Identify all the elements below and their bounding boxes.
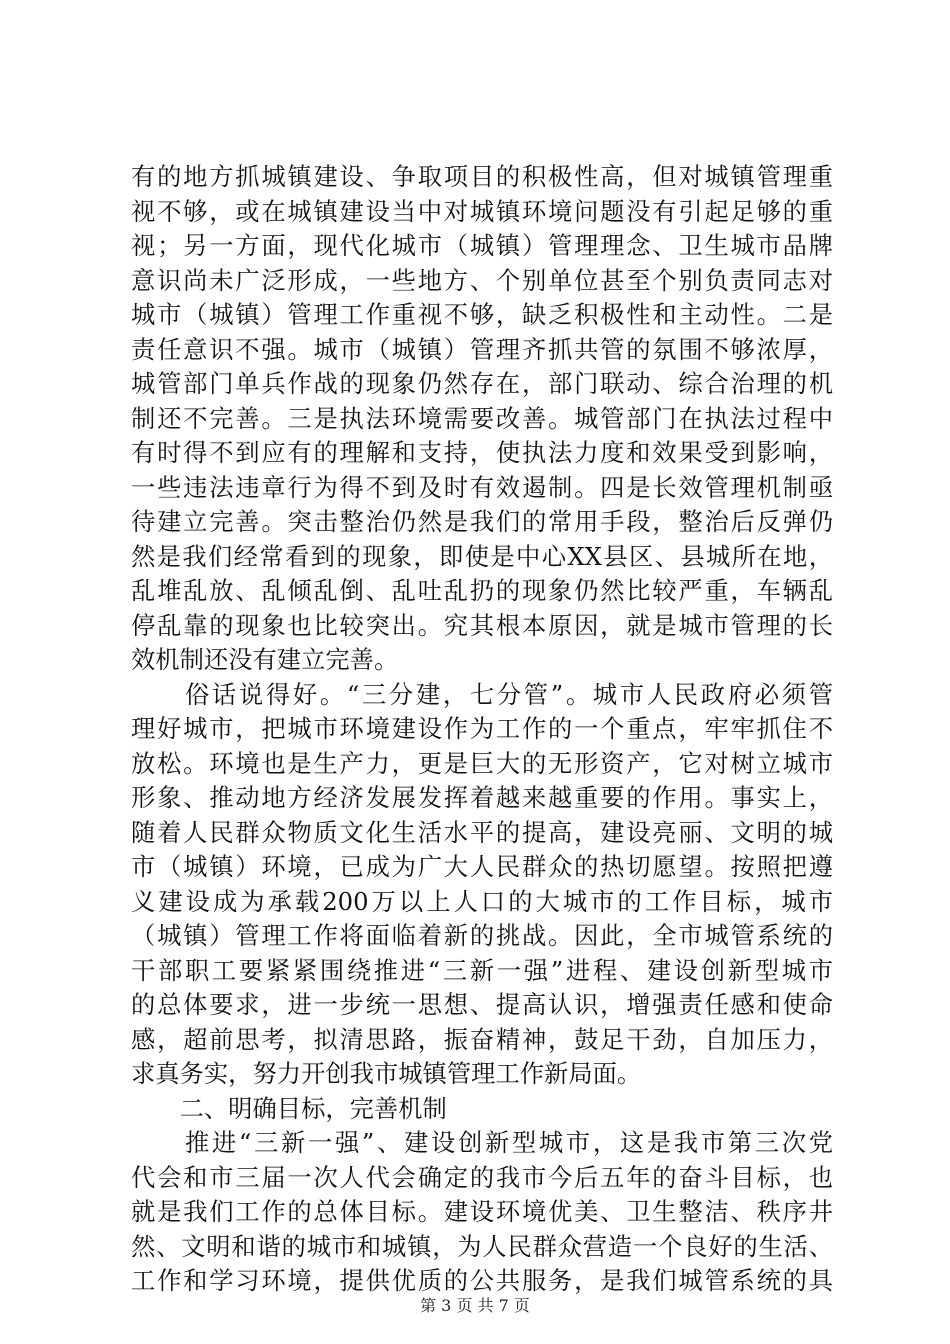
- text-line: 市（城镇）环境，已成为广大人民群众的热切愿望。按照把遵: [131, 852, 833, 881]
- text-line: 感，超前思考，拟清思路，振奋精神，鼓足干劲，自加压力，: [131, 1024, 833, 1054]
- text-line: 干部职工要紧紧围绕推进“三新一强”进程、建设创新型城市: [131, 955, 833, 985]
- text-line: 放松。环境也是生产力，更是巨大的无形资产，它对树立城市: [131, 748, 833, 778]
- text-line: 形象、推动地方经济发展发挥着越来越重要的作用。事实上，: [131, 783, 833, 812]
- text-line: 俗话说得好。“三分建，七分管”。城市人民政府必须管: [131, 679, 833, 709]
- text-line: 责任意识不强。城市（城镇）管理齐抓共管的氛围不够浓厚，: [131, 334, 833, 364]
- text-line: 停乱靠的现象也比较突出。究其根本原因，就是城市管理的长: [131, 610, 833, 640]
- text-line: 有时得不到应有的理解和支持，使执法力度和效果受到影响，: [131, 438, 833, 467]
- page-footer: 第 3 页 共 7 页: [420, 1296, 530, 1315]
- text-line: 代会和市三届一次人代会确定的我市今后五年的奋斗目标，也: [131, 1162, 833, 1192]
- text-line: 乱堆乱放、乱倾乱倒、乱吐乱扔的现象仍然比较严重，车辆乱: [131, 576, 833, 605]
- text-line: 就是我们工作的总体目标。建设环境优美、卫生整洁、秩序井: [131, 1197, 833, 1226]
- document-body: [131, 160, 833, 1299]
- text-line: 随着人民群众物质文化生活水平的提高，建设亮丽、文明的城: [131, 817, 833, 847]
- text-line: 工作和学习环境，提供优质的公共服务，是我们城管系统的具: [131, 1266, 833, 1295]
- text-line: 视；另一方面，现代化城市（城镇）管理理念、卫生城市品牌: [131, 231, 833, 260]
- text-line: 然、文明和谐的城市和城镇，为人民群众营造一个良好的生活、: [131, 1231, 833, 1261]
- text-line: 推进“三新一强”、建设创新型城市，这是我市第三次党: [131, 1128, 833, 1157]
- text-line: （城镇）管理工作将面临着新的挑战。因此，全市城管系统的: [131, 921, 833, 950]
- text-line: 效机制还没有建立完善。: [131, 645, 399, 674]
- text-line: 待建立完善。突击整治仍然是我们的常用手段，整治后反弹仍: [131, 507, 833, 536]
- text-line: 城管部门单兵作战的现象仍然存在，部门联动、综合治理的机: [131, 369, 833, 398]
- text-line: 然是我们经常看到的现象，即使是中心XX县区、县城所在地，: [131, 541, 833, 571]
- text-line: 的总体要求，进一步统一思想、提高认识，增强责任感和使命: [131, 990, 833, 1019]
- text-line: 义建设成为承载200万以上人口的大城市的工作目标，城市: [131, 886, 833, 916]
- text-line: 理好城市，把城市环境建设作为工作的一个重点，牢牢抓住不: [131, 714, 833, 743]
- text-line: 视不够，或在城镇建设当中对城镇环境问题没有引起足够的重: [131, 196, 833, 226]
- text-line: 求真务实，努力开创我市城镇管理工作新局面。: [131, 1059, 642, 1088]
- text-line: 一些违法违章行为得不到及时有效遏制。四是长效管理机制亟: [131, 472, 833, 502]
- text-line: 城市（城镇）管理工作重视不够，缺乏积极性和主动性。二是: [131, 300, 833, 329]
- section-heading: 二、明确目标，完善机制: [131, 1093, 447, 1123]
- text-line: 有的地方抓城镇建设、争取项目的积极性高，但对城镇管理重: [131, 162, 833, 191]
- text-line: 制还不完善。三是执法环境需要改善。城管部门在执法过程中: [131, 403, 833, 433]
- text-line: 意识尚未广泛形成，一些地方、个别单位甚至个别负责同志对: [131, 265, 833, 295]
